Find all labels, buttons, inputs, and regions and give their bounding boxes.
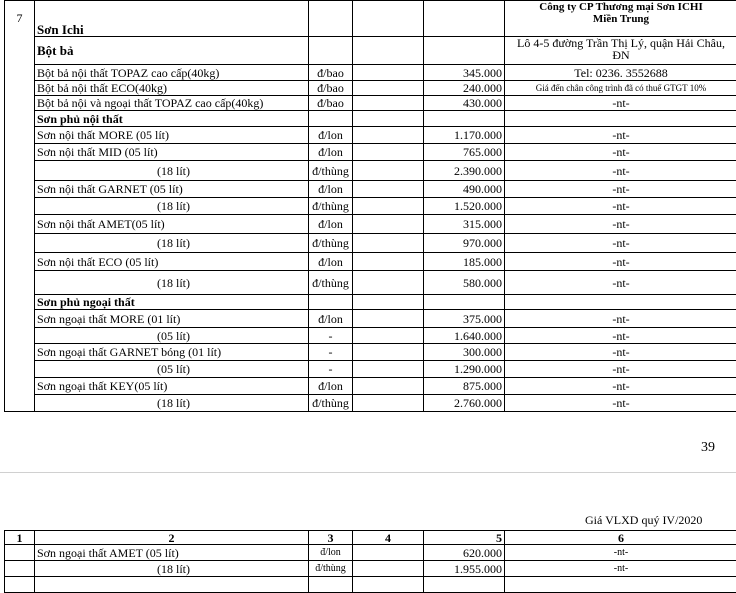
table-cell: (18 lít) [35,561,309,577]
table-cell: (05 lít) [35,361,309,378]
table-cell [5,561,35,577]
table-cell: 2.390.000 [424,161,505,181]
table-row [5,215,736,234]
table-cell [353,127,424,144]
table-cell: đ/thùng [309,234,353,253]
table-cell: -nt- [505,310,736,328]
price-table [4,0,736,412]
table-cell: 240.000 [424,81,505,96]
table-cell: Bột bả nội thất TOPAZ cao cấp(40kg) [35,65,309,81]
table-cell [424,295,505,310]
table-cell: 6 [505,531,736,545]
table-cell: -nt- [505,378,736,395]
table-cell [353,295,424,310]
table-cell: 4 [353,531,424,545]
table-cell [505,111,736,127]
table-cell [353,144,424,161]
table-cell: -nt- [505,198,736,215]
table-row [5,127,736,144]
table-cell [353,378,424,395]
table-cell: đ/thùng [309,271,353,295]
table-cell: Bột bả nội thất ECO(40kg) [35,81,309,96]
table-cell: - [309,328,353,344]
table-cell [353,1,424,37]
table-cell: đ/bao [309,96,353,111]
table-cell: 1.290.000 [424,361,505,378]
table-cell: -nt- [505,271,736,295]
table-cell [353,395,424,412]
table-row [5,577,736,593]
table-row [5,378,736,395]
table-cell: Sơn nội thất GARNET (05 lít) [35,181,309,198]
table-cell [353,561,424,577]
table-cell [353,65,424,81]
table-row [5,395,736,412]
table-cell: - [309,344,353,361]
table-cell: 875.000 [424,378,505,395]
table-cell [353,37,424,65]
table-cell: đ/thùng [309,561,353,577]
table-cell [309,111,353,127]
table-cell: Sơn ngoại thất MORE (01 lít) [35,310,309,328]
table-cell [424,111,505,127]
table-cell: đ/lon [309,215,353,234]
table-row [5,253,736,271]
table-cell: Bột bả nội và ngoại thất TOPAZ cao cấp(40kg) [35,96,309,111]
table-cell: 3 [309,531,353,545]
table-cell: đ/thùng [309,198,353,215]
table-row [5,96,736,111]
table-cell [5,545,35,561]
supplier-address: Lô 4-5 đường Trần Thị Lý, quận Hải Châu, ĐN [505,37,736,65]
table-cell [353,161,424,181]
table-cell: 1.520.000 [424,198,505,215]
table-cell: -nt- [505,127,736,144]
table-cell [353,271,424,295]
table-cell: 1.170.000 [424,127,505,144]
table-cell [309,1,353,37]
table-row [5,295,736,310]
table-cell: đ/lon [309,127,353,144]
table-row [5,198,736,215]
table-cell: -nt- [505,234,736,253]
table-cell: Sơn nội thất MID (05 lít) [35,144,309,161]
stt-cell: 7 [5,1,35,412]
table-row [5,310,736,328]
price-note: Giá đến chân công trình đã có thuế GTGT 10% [505,81,736,96]
table-cell: -nt- [505,161,736,181]
table-cell: (05 lít) [35,328,309,344]
table-row [5,144,736,161]
table-cell [309,577,353,593]
brand-cell: Sơn Ichi [35,1,309,37]
table-row [5,361,736,378]
table-cell [353,234,424,253]
table-cell [309,295,353,310]
table-cell: (18 lít) [35,198,309,215]
table-cell [353,344,424,361]
column-header-row [5,531,736,545]
table-cell: đ/lon [309,144,353,161]
table-cell: -nt- [505,561,736,577]
table-cell: đ/thùng [309,161,353,181]
table-cell [353,310,424,328]
page-break [0,472,736,488]
table-row [5,111,736,127]
table-cell: 1.955.000 [424,561,505,577]
supplier-phone: Tel: 0236. 3552688 [505,65,736,81]
table-cell [353,181,424,198]
table-cell: 1.640.000 [424,328,505,344]
table-cell [353,577,424,593]
section-title: Sơn phủ ngoại thất [35,295,309,310]
table-cell: -nt- [505,253,736,271]
table-row [5,344,736,361]
table-row [5,271,736,295]
table-cell: 430.000 [424,96,505,111]
table-cell: -nt- [505,545,736,561]
table-row [5,65,736,81]
table-cell: 315.000 [424,215,505,234]
table-cell [505,295,736,310]
table-cell [309,37,353,65]
table-cell: (18 lít) [35,271,309,295]
section-title: Sơn phủ nội thất [35,111,309,127]
table-cell: 580.000 [424,271,505,295]
table-cell: -nt- [505,215,736,234]
table-cell: -nt- [505,361,736,378]
table-cell: -nt- [505,144,736,161]
table-cell [353,328,424,344]
table-cell: 345.000 [424,65,505,81]
table-cell: Sơn ngoại thất KEY(05 lít) [35,378,309,395]
table-cell [353,96,424,111]
table-cell [353,545,424,561]
table-row [5,161,736,181]
table-cell [353,253,424,271]
table-row [5,37,736,65]
table-cell: -nt- [505,328,736,344]
table-row [5,561,736,577]
table-cell: đ/bao [309,65,353,81]
table-cell [424,577,505,593]
page-number: 39 [701,440,715,456]
table-cell: 970.000 [424,234,505,253]
table-cell: 1 [5,531,35,545]
table-cell: đ/lon [309,545,353,561]
table-row [5,328,736,344]
table-row [5,234,736,253]
section-title: Bột bả [35,37,309,65]
table-cell: 765.000 [424,144,505,161]
table-cell: (18 lít) [35,161,309,181]
table-cell: đ/thùng [309,395,353,412]
table-cell [424,1,505,37]
table-cell: đ/lon [309,378,353,395]
table-cell: -nt- [505,96,736,111]
table-cell [35,577,309,593]
table-cell: Sơn nội thất MORE (05 lít) [35,127,309,144]
table-cell [353,111,424,127]
table-cell: Sơn nội thất ECO (05 lít) [35,253,309,271]
table-cell: 2.760.000 [424,395,505,412]
table-cell [505,577,736,593]
table-cell [353,81,424,96]
table-cell: Sơn nội thất AMET(05 lít) [35,215,309,234]
table-cell: đ/lon [309,310,353,328]
table-cell: 490.000 [424,181,505,198]
table-cell: - [309,361,353,378]
table-row [5,545,736,561]
table-cell: Sơn ngoại thất GARNET bóng (01 lít) [35,344,309,361]
table-cell [353,198,424,215]
table-cell: -nt- [505,395,736,412]
table-cell [424,37,505,65]
table-cell: 375.000 [424,310,505,328]
table-row [5,1,736,37]
table-cell: 300.000 [424,344,505,361]
table-cell: 620.000 [424,545,505,561]
table-cell: Sơn ngoại thất AMET (05 lít) [35,545,309,561]
table-cell [353,215,424,234]
table-cell: 2 [35,531,309,545]
table-cell: đ/lon [309,181,353,198]
supplier-name: Công ty CP Thương mại Sơn ICHI Miền Trung [505,1,736,37]
table-cell: (18 lít) [35,234,309,253]
table-cell: -nt- [505,181,736,198]
table-row [5,181,736,198]
table-cell: (18 lít) [35,395,309,412]
table-cell: 185.000 [424,253,505,271]
table-cell: -nt- [505,344,736,361]
table-cell: đ/lon [309,253,353,271]
table-cell: đ/bao [309,81,353,96]
page-header-title: Giá VLXD quý IV/2020 [585,513,702,528]
table-cell: 5 [424,531,505,545]
table-cell [5,577,35,593]
table-row [5,81,736,96]
table-cell [353,361,424,378]
